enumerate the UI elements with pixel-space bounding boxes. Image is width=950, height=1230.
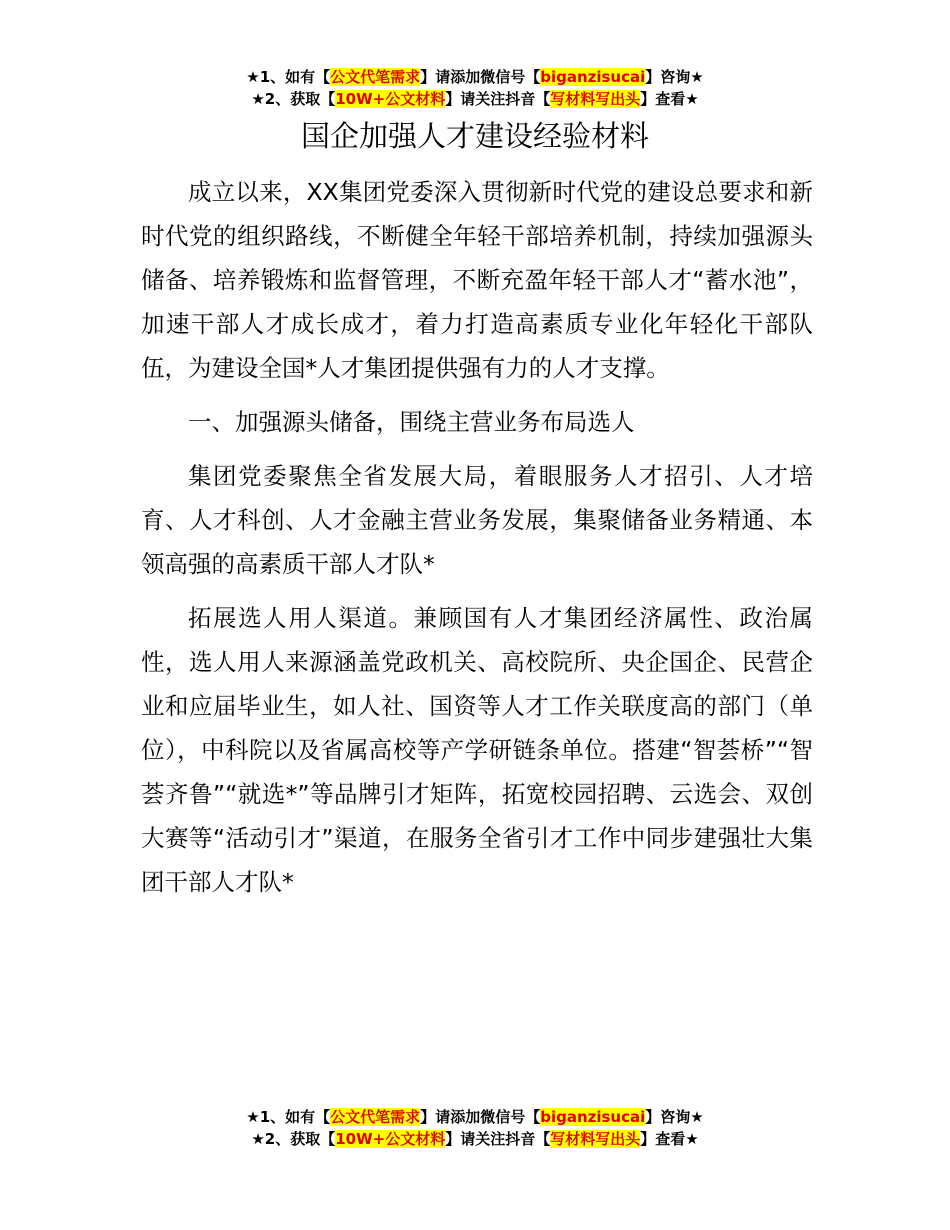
section-heading: 一、加强源头储备，围绕主营业务布局选人 — [188, 408, 635, 436]
header-promo-banner — [0, 66, 950, 110]
promo-line-2 — [0, 1128, 950, 1150]
promo-text: ★2、获取【 — [251, 1130, 336, 1148]
promo-highlight: 写材料写出头 — [550, 90, 641, 108]
promo-text: ★1、如有【 — [246, 1108, 331, 1126]
promo-text: 】请关注抖音【 — [445, 90, 551, 108]
body-paragraph: 拓展选人用人渠道。兼顾国有人才集团经济属性、政治属性，选人用人来源涵盖党政机关、高校院所、央企国企、民营企业和应届毕业生，如人社、国资等人才工作关联度高的部门（单位），中科院以及省属高校等产学研链条单位。搭建“智荟桥”“智荟齐鲁”“就选*”等品牌引才矩阵，拓宽校园招聘、云选会、双创大赛等“活动引才”渠道，在服务全省引才工作中同步建强壮大集团干部人才队* — [141, 604, 813, 896]
promo-text: 】查看★ — [640, 1130, 699, 1148]
body-paragraph: 成立以来，XX集团党委深入贯彻新时代党的建设总要求和新时代党的组织路线，不断健全年轻干部培养机制，持续加强源头储备、培养锻炼和监督管理，不断充盈年轻干部人才“蓄水池”，加速干部人才成长成才，着力打造高素质专业化年轻化干部队伍，为建设全国*人才集团提供强有力的人才支撑。 — [141, 178, 813, 382]
promo-highlight: 写材料写出头 — [550, 1130, 641, 1148]
promo-text: ★1、如有【 — [246, 68, 331, 86]
promo-text: 】查看★ — [640, 90, 699, 108]
promo-highlight: biganzisucai — [540, 68, 646, 86]
promo-highlight: 公文代笔需求 — [330, 1108, 421, 1126]
promo-highlight: biganzisucai — [540, 1108, 646, 1126]
promo-highlight: 公文代笔需求 — [330, 68, 421, 86]
promo-highlight: 10W+公文材料 — [335, 1130, 446, 1148]
promo-text: ★2、获取【 — [251, 90, 336, 108]
footer-promo-banner — [0, 1106, 950, 1150]
promo-text: 】请添加微信号【 — [420, 1108, 541, 1126]
document-body — [141, 170, 813, 904]
body-paragraph: 集团党委聚焦全省发展大局，着眼服务人才招引、人才培育、人才科创、人才金融主营业务发展，集聚储备业务精通、本领高强的高素质干部人才队* — [141, 462, 813, 578]
promo-text: 】咨询★ — [645, 1108, 704, 1126]
promo-highlight: 10W+公文材料 — [335, 90, 446, 108]
promo-line-1 — [0, 66, 950, 88]
promo-text: 】请关注抖音【 — [445, 1130, 551, 1148]
promo-line-2 — [0, 88, 950, 110]
promo-text: 】请添加微信号【 — [420, 68, 541, 86]
promo-text: 】咨询★ — [645, 68, 704, 86]
document-title: 国企加强人才建设经验材料 — [300, 119, 649, 153]
promo-line-1 — [0, 1106, 950, 1128]
